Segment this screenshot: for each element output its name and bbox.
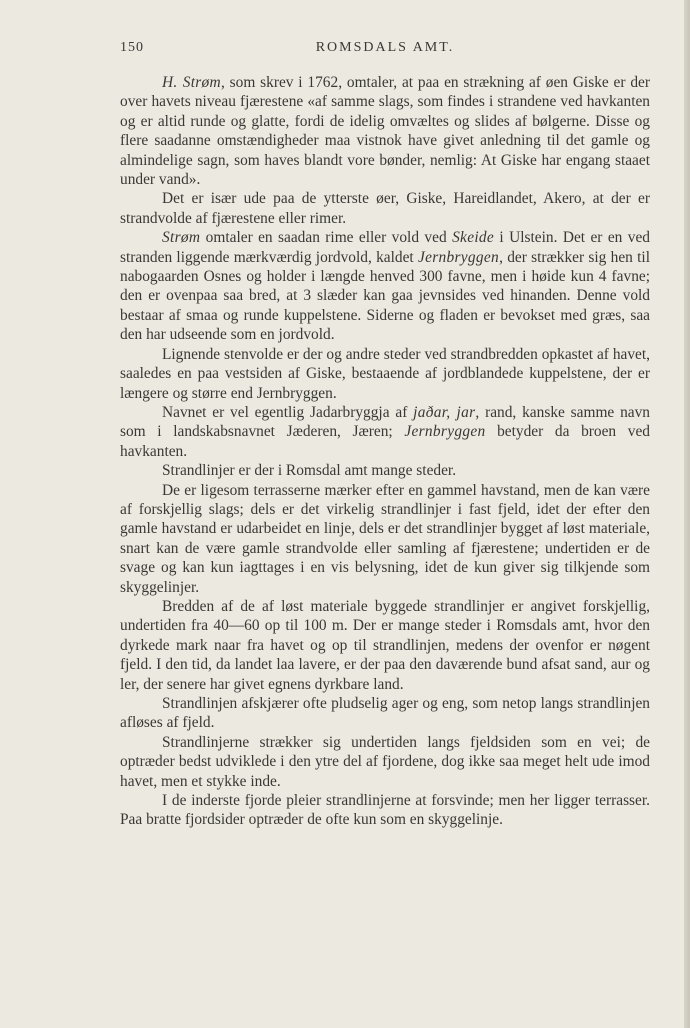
text-run: Strandlinjen afskjærer ofte pludselig ager og eng, som netop langs strandlinjen afløses af fjeld. xyxy=(120,695,650,732)
text-run: Navnet er vel egentlig Jadarbryggja af xyxy=(162,403,414,421)
page-edge-shadow xyxy=(684,0,690,1028)
text-run: Lignende stenvolde er der og andre steder ved strandbredden opkastet af havet, saaledes en paa vestsiden af Giske, bestaaende af jordblandede kuppelstene, der er længere og større end Jernbryggen. xyxy=(120,345,650,402)
paragraph xyxy=(120,189,650,228)
text-run: omtaler en saadan rime eller vold ved xyxy=(200,229,453,247)
text-run: betyder da broen ved havkanten. xyxy=(120,423,650,460)
italic-text: Jernbryggen xyxy=(404,423,486,441)
text-run: De er ligesom terrasserne mærker efter en gammel havstand, men de kan være af forskjellig slags; dels er det virkelig strandlinjer i fast fjeld, idet der efter den gamle havstand er udarbeidet en linje, dels er det strandlinjer bygget af løst materiale, snart kan de være gamle strandvolde eller samling af fjærestene; undertiden er de svage og kan kun iagttages i en vis belysning, idet de kun giver sig tilkjende som skyggelinjer. xyxy=(120,481,650,596)
text-run: Strandlinjerne strækker sig undertiden langs fjeldsiden som en vei; de optræder bedst udviklede i den ytre del af fjordene, dog ikke saa meget helt ude imod havet, men et stykke inde. xyxy=(120,733,650,790)
paragraph xyxy=(120,597,650,694)
italic-text: Strøm xyxy=(162,229,201,247)
paragraph xyxy=(120,345,650,403)
paragraph xyxy=(120,481,650,597)
italic-text: H. Strøm xyxy=(162,74,221,91)
paragraph xyxy=(120,461,650,480)
running-title: ROMSDALS AMT. xyxy=(315,40,455,55)
italic-text: Skeide xyxy=(452,229,495,247)
paragraph xyxy=(120,733,650,791)
text-run: , som skrev i 1762, omtaler, at paa en strækning af øen Giske er der over havets niveau fjærestene «af samme slags, som findes i strandene ved havkanten og er altid runde og glatte, fordi de idelig omvæltes og slides af bølgerne. Disse og flere saadanne omstændigheder maa vistnok have givet anledning til det gamle og almindelige sagn, som haves blandt vore bønder, nemlig: At Giske har engang staaet under vand». xyxy=(120,74,650,189)
body-text xyxy=(120,73,650,830)
text-run: Det er især ude paa de ytterste øer, Giske, Hareidlandet, Akero, at der er strandvolde af fjærestene eller rimer. xyxy=(120,190,650,227)
text-run: i Ulstein. Det er en ved stranden liggende mærkværdig jordvold, kaldet xyxy=(120,229,650,266)
italic-text: jaðar, jar xyxy=(413,403,476,421)
paragraph xyxy=(120,791,650,830)
page-number: 150 xyxy=(120,40,144,55)
italic-text: Jernbryggen xyxy=(417,248,500,266)
paragraph xyxy=(120,73,650,189)
text-run: Bredden af de af løst materiale byggede strandlinjer er angivet forskjellig, undertiden fra 40—60 op til 100 m. Der er mange steder i Romsdals amt, hvor den dyrkede mark naar fra havet og op til strandlinjen, medens der ovenfor er nøgent fjeld. I den tid, da landet laa lavere, er der paa den daværende bund afsat sand, aur og ler, der senere har givet egnens dyrkbare land. xyxy=(120,597,650,693)
page-header xyxy=(120,40,650,62)
text-run: , rand, kanske samme navn som i landskabsnavnet Jæderen, Jæren; xyxy=(120,403,650,441)
text-run: Strandlinjer er der i Romsdal amt mange steder. xyxy=(162,462,457,480)
paragraph xyxy=(120,694,650,733)
text-run: , der strækker sig hen til nabogaarden Osnes og holder i længde henved 300 favne, men i høide kun 4 favne; den er ovenpaa saa bred, at 3 slæder kan gaa jevnsides ved hinanden. Denne vold bestaar af smaa og runde kuppelstene. Siderne og fladen er bevokset med græs, saa den har udseende som en jordvold. xyxy=(120,248,650,344)
text-run: I de inderste fjorde pleier strandlinjerne at forsvinde; men her ligger terrasser. Paa bratte fjordsider optræder de ofte kun som en skyggelinje. xyxy=(120,792,650,829)
paragraph xyxy=(120,228,650,344)
paragraph xyxy=(120,403,650,461)
